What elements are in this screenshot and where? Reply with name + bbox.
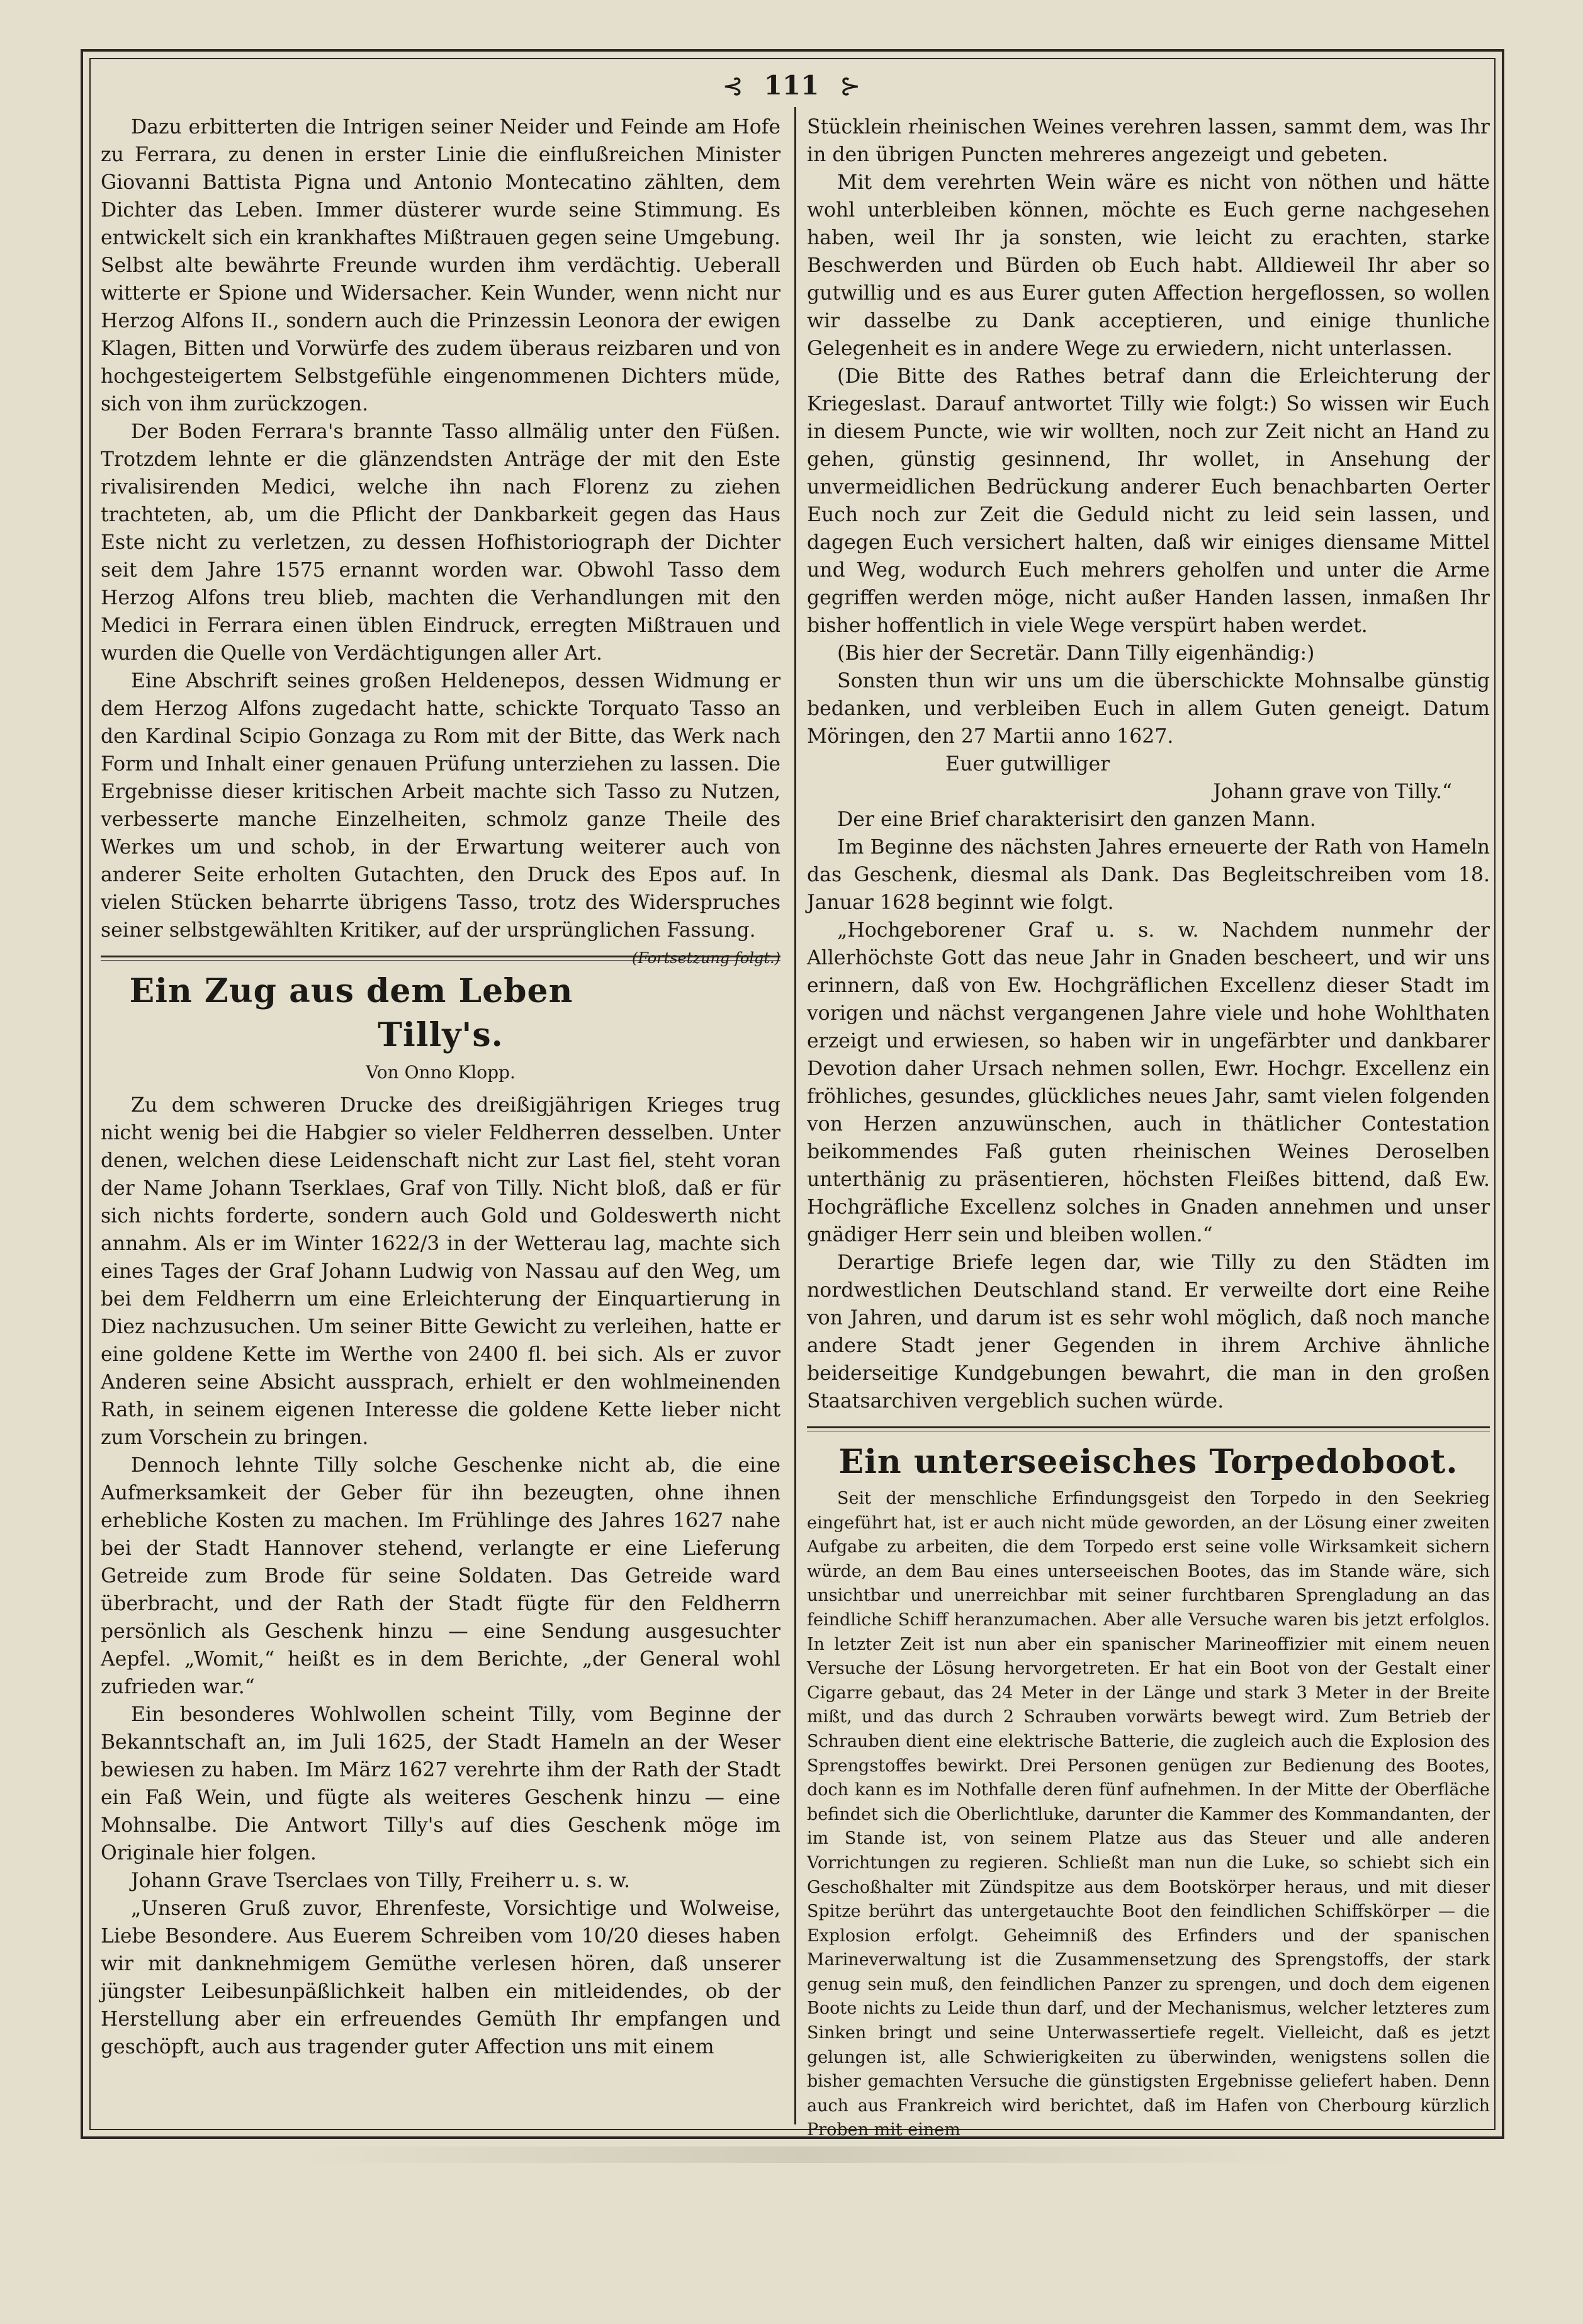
ornament-right-icon: ⊱ <box>839 72 861 101</box>
column-divider <box>794 107 796 2124</box>
tilly-paragraph-2: Dennoch lehnte Tilly solche Geschenke nicht ab, die eine Aufmerksamkeit der Geber für ihn bezeugten, ohne ihnen erhebliche Kosten zu machen. Im Frühlinge des Jahres 1627 nahe bei der Stadt Hannover stehend, verlangte er eine Lieferung Getreide zum Brode für seine Soldaten. Das Getreide ward überbracht, und der Rath der Stadt fügte für den Feldherrn persönlich als Geschenk hinzu — eine Sendung ausgesuchter Aepfel. „Womit,“ heißt es in dem Berichte, „der General wohl zufrieden war.“ <box>101 1454 780 1698</box>
continued-note: (Fortsetzung folgt.) <box>632 949 780 967</box>
tilly-paragraph-3: Ein besonderes Wohlwollen scheint Tilly, vom Beginne der Bekanntschaft an, im Juli 1625, der Stadt Hameln an der Weser bewiesen zu haben. Im März 1627 verehrte ihm der Rath der Stadt ein Faß Wein, und fügte als weiteres Geschenk hinzu — eine Mohnsalbe. Die Antwort Tilly's auf dies Geschenk möge im Originale hier folgen. <box>101 1703 780 1864</box>
tasso-paragraph-3 <box>101 667 780 967</box>
article-byline: Von Onno Klopp. <box>366 1062 515 1083</box>
page-folio <box>0 67 1583 104</box>
article-title-tilly: Ein Zug aus dem Leben Tilly's. <box>129 972 573 1054</box>
torpedo-paragraph: Seit der menschliche Erfindungsgeist den Torpedo in den Seekrieg eingeführt hat, ist er auch nicht müde geworden, an der Lösung einer zweiten Aufgabe zu arbeiten, die dem Torpedo erst seine volle Wirksamkeit sichern würde, an dem Bau eines unterseeischen Bootes, das im Stande wäre, sich unsichtbar und unerreichbar mit seiner furchtbaren Sprengladung an das feindliche Schiff heranzumachen. Aber alle Versuche waren bis jetzt erfolglos. In letzter Zeit ist nun aber ein spanischer Marineoffizier mit einem neuen Versuche der Lösung hervorgetreten. Er hat ein Boot von der Gestalt einer Cigarre gebaut, das 24 Meter in der Länge und stark 3 Meter in der Breite mißt, und das durch 2 Schrauben vorwärts bewegt wird. Zum Betrieb der Schrauben dient eine elektrische Batterie, die zugleich auch die Explosion des Sprengstoffes bewirkt. Drei Personen genügen zur Bedienung des Bootes, doch kann es im Nothfalle deren fünf aufnehmen. In der Mitte der Oberfläche befindet sich die Oberlichtluke, darunter die Kammer des Kommandanten, der im Stande ist, von seinem Platze aus das Steuer und alle anderen Vorrichtungen zu regieren. Schließt man nun die Luke, so schiebt sich ein Geschoßhalter mit Zündspitze aus dem Bootskörper heraus, und mit dieser Spitze berührt das untergetauchte Boot den feindlichen Schiffskörper — die Explosion erfolgt. Geheimniß des Erfinders und der spanischen Marineverwaltung ist die Zusammensetzung des Sprengstoffs, der stark genug sein muß, den feindlichen Panzer zu sprengen, und doch dem eigenen Boote nichts zu Leide thun darf, und der Mechanismus, welcher letzteres zum Sinken bringt und seine Unterwassertiefe regelt. Vielleicht, daß es jetzt gelungen ist, alle Schwierigkeiten zu überwinden, wenigstens sollen die bisher gemachten Versuche die günstigsten Ergebnisse geliefert haben. Denn auch aus Frankreich wird berichtet, daß im Hafen von Cherbourg kürzlich Proben mit einem <box>807 1489 1490 2140</box>
bleed-through-shadow <box>296 2146 1303 2163</box>
letter-continuation: Stücklein rheinischen Weines verehren lassen, sammt dem, was Ihr in den übrigen Puncten mehreres angezeigt und gebeten. <box>807 116 1490 166</box>
section-rule-2 <box>807 1426 1490 1431</box>
letter-secretary-note: (Bis hier der Secretär. Dann Tilly eigenhändig:) <box>837 642 1315 665</box>
letter-thanks: Sonsten thun wir uns um die überschickte Mohnsalbe günstig bedanken, und verbleiben Euch in allem Guten geneigt. Datum Möringen, den 27 Martii anno 1627. <box>807 670 1490 748</box>
tasso-paragraph-3-text: Eine Abschrift seines großen Heldenepos, dessen Widmung er dem Herzog Alfons zugedacht hatte, schickte Torquato Tasso an den Kardinal Scipio Gonzaga zu Rom mit der Bitte, das Werk nach Form und Inhalt einer genauen Prüfung unterziehen zu lassen. Die Ergebnisse dieser kritischen Arbeit machte sich Tasso zu Nutzen, verbesserte manche Einzelheiten, schmolz ganze Theile des Werkes um und schob, in der Erwartung weiterer auch von anderer Seite erholten Gutachten, den Druck des Epos auf. In vielen Stücken beharrte übrigens Tasso, trotz des Widerspruches seiner selbstgewählten Kritiker, auf der ursprünglichen Fassung. <box>101 670 780 942</box>
hameln-letter: „Hochgeborener Graf u. s. w. Nachdem nunmehr der Allerhöchste Gott das neue Jahr in Gnaden bescheert, und wir uns erinnern, daß von Ew. Hochgräflichen Excellenz dieser Stadt im vorigen und nächst vergangenen Jahre viele und hohe Wohlthaten erzeigt und erwiesen, so haben wir in ungefärbter und dankbarer Devotion daher Ursach nehmen sollen, Ewr. Hochgr. Excellenz ein fröhliches, gesundes, glückliches neues Jahr, samt vielen folgenden von Herzen anzuwünschen, auch in thätlicher Contestation beikommendes Faß guten rheinischen Weines Deroselben unterthänig zu präsentieren, höchsten Fleißes bittend, daß Ew. Hochgräfliche Excellenz solches in Gnaden annehmen und unser gnädiger Herr sein und bleiben wollen.“ <box>807 919 1490 1246</box>
tilly-letter-heading: Johann Grave Tserclaes von Tilly, Freiherr u. s. w. <box>131 1870 630 1892</box>
ornament-left-icon: ⊰ <box>722 72 744 101</box>
letter-closing: Euer gutwilliger <box>945 753 1110 776</box>
left-column <box>101 113 780 2061</box>
letter-paragraph-wine: Mit dem verehrten Wein wäre es nicht von nöthen und hätte wohl unterbleiben können, möchte es Euch gerne nachgesehen haben, weil Ihr ja sonsten, wie leicht zu erachten, starke Beschwerden und Bürden ob Euch habt. Alldieweil Ihr aber so gutwillig und es aus Eurer guten Affection hergeflossen, so wollen wir dasselbe zu Dank acceptieren, und einige thunliche Gelegenheit es in andere Wege zu erwiedern, nicht unterlassen. <box>807 171 1490 360</box>
torpedo-article <box>807 1487 1490 2143</box>
tilly-next-year: Im Beginne des nächsten Jahres erneuerte der Rath von Hameln das Geschenk, diesmal als Dank. Das Begleitschreiben vom 18. Januar 1628 beginnt wie folgt. <box>807 836 1490 914</box>
article-title-torpedo: Ein unterseeisches Torpedoboot. <box>838 1443 1458 1481</box>
tilly-paragraph-1: Zu dem schweren Drucke des dreißigjährigen Krieges trug nicht wenig bei die Habgier so vieler Feldherren desselben. Unter denen, welchen diese Leidenschaft nicht zur Last fiel, steht voran der Name Johann Tserklaes, Graf von Tilly. Nicht bloß, daß er für sich nichts forderte, sondern auch Gold und Goldeswerth nicht annahm. Als er im Winter 1622/3 in der Wetterau lag, machte sich eines Tages der Graf Johann Ludwig von Nassau auf den Weg, um bei dem Feldherrn um eine Erleichterung der Einquartierung in Diez nachzusuchen. Um seiner Bitte Gewicht zu verleihen, hatte er eine goldene Kette im Werthe von 2400 fl. bei sich. Als er zuvor Anderen seine Absicht aussprach, erhielt er den wohlmeinenden Rath, in seinem eigenen Interesse die goldene Kette lieber nicht zum Vorschein zu bringen. <box>101 1094 780 1449</box>
right-column <box>807 113 1490 2143</box>
tilly-letter-start: „Unseren Gruß zuvor, Ehrenfeste, Vorsichtige und Wolweise, Liebe Besondere. Aus Euerem Schreiben vom 10/20 dieses haben wir mit danknehmigem Gemüthe verlesen hören, daß unserer jüngster Leibesunpäßlichkeit halben ein mitleidendes, ob der Herstellung aber ein erfreuendes Gemüth Ihr empfangen und geschöpft, auch aus tragender guter Affection uns mit einem <box>101 1897 780 2058</box>
page-number: 111 <box>763 70 820 101</box>
tilly-conclusion: Derartige Briefe legen dar, wie Tilly zu den Städten im nordwestlichen Deutschland stand. Er verweilte dort eine Reihe von Jahren, und darum ist es sehr wohl möglich, daß noch manche andere Stadt jener Gegenden in ihrem Archive ähnliche beiderseitige Kundgebungen bewahrt, die man in den großen Staatsarchiven vergeblich suchen würde. <box>807 1251 1490 1413</box>
tilly-summary: Der eine Brief charakterisirt den ganzen Mann. <box>837 808 1316 831</box>
letter-signature: Johann grave von Tilly.“ <box>1213 781 1452 803</box>
tasso-paragraph-1: Dazu erbitterten die Intrigen seiner Neider und Feinde am Hofe zu Ferrara, zu denen in erster Linie die einflußreichen Minister Giovanni Battista Pigna und Antonio Montecatino zählten, dem Dichter das Leben. Immer düsterer wurde seine Stimmung. Es entwickelt sich ein krankhaftes Mißtrauen gegen seine Umgebung. Selbst alte bewährte Freunde wurden ihm verdächtig. Ueberall witterte er Spione und Widersacher. Kein Wunder, wenn nicht nur Herzog Alfons II., sondern auch die Prinzessin Leonora der ewigen Klagen, Bitten und Vorwürfe des zudem überaus reizbaren und von hochgesteigertem Selbstgefühle eingenommenen Dichters müde, sich von ihm zurückzogen. <box>101 116 780 415</box>
letter-paragraph-request: (Die Bitte des Rathes betraf dann die Erleichterung der Kriegeslast. Darauf antwortet Tilly wie folgt:) So wissen wir Euch in diesem Puncte, wie wir wollten, noch zur Zeit nicht an Hand zu gehen, günstig gesinnend, Ihr wollet, in Ansehung der unvermeidlichen Bedrückung anderer Euch benachbarten Oerter Euch noch zur Zeit die Geduld nicht zu leid sein lassen, und dagegen Euch versichert halten, daß wir einiges diensame Mittel und Weg, wodurch Euch mehrers geholfen und unter die Arme gegriffen werden möge, nicht außer Handen lassen, inmaßen Ihr bisher hoffentlich in viele Wege verspürt haben werdet. <box>807 365 1490 637</box>
tasso-paragraph-2: Der Boden Ferrara's brannte Tasso allmälig unter den Füßen. Trotzdem lehnte er die glänzendsten Anträge der mit den Este rivalisirenden Medici, welche ihn nach Florenz zu ziehen trachteten, ab, um die Pflicht der Dankbarkeit gegen das Haus Este nicht zu verletzen, zu dessen Hofhistoriograph der Dichter seit dem Jahre 1575 ernannt worden war. Obwohl Tasso dem Herzog Alfons treu blieb, machten die Verhandlungen mit den Medici in Ferrara einen üblen Eindruck, erregten Mißtrauen und wurden die Quelle von Verdächtigungen aller Art. <box>101 420 780 665</box>
